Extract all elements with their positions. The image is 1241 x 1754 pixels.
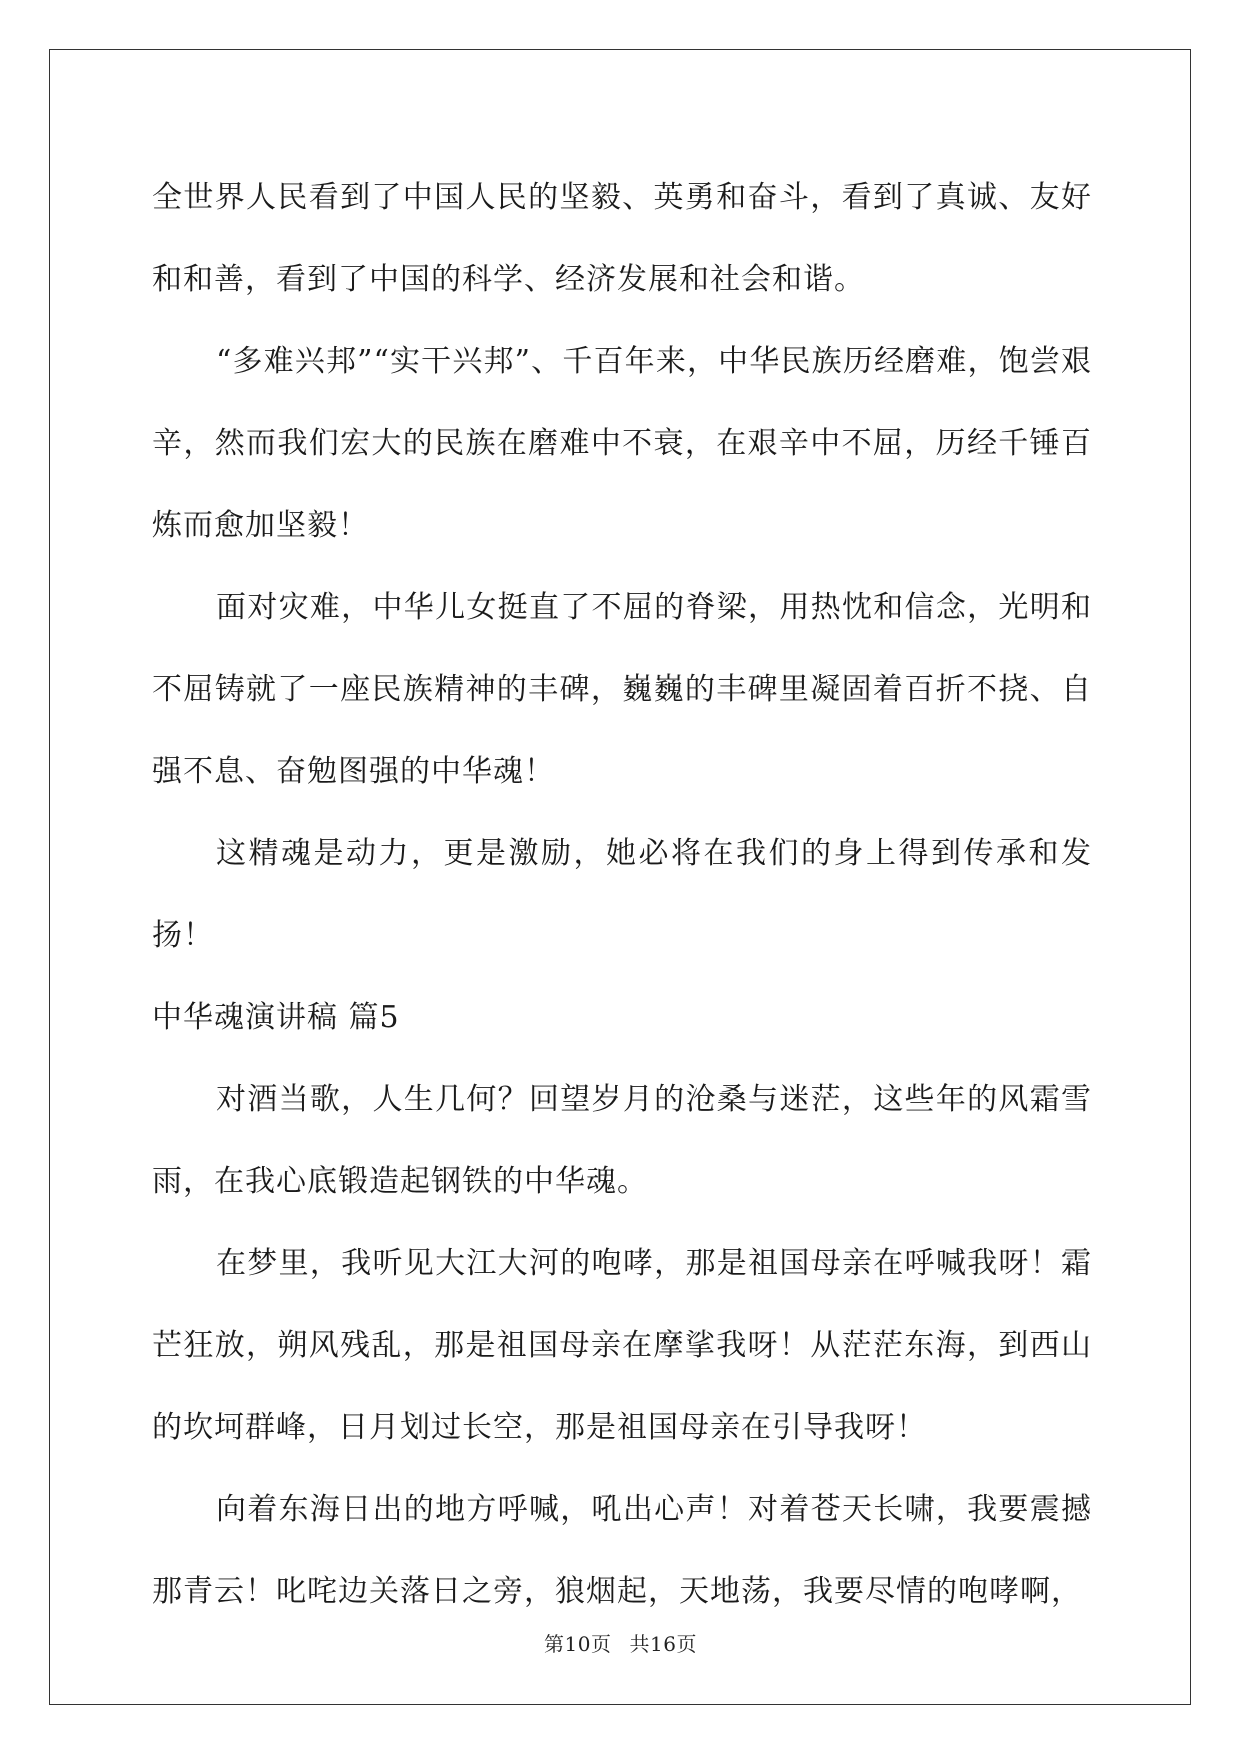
paragraph-3: 面对灾难，中华儿女挺直了不屈的脊梁，用热忱和信念，光明和不屈铸就了一座民族精神的丰碑，巍巍的丰碑里凝固着百折不挠、自强不息、奋勉图强的中华魂！	[152, 590, 1092, 789]
document-body	[152, 157, 1092, 1633]
total-page-count: 共16页	[629, 1632, 697, 1656]
paragraph-7: 向着东海日出的地方呼喊，吼出心声！对着苍天长啸，我要震撼那青云！叱咤边关落日之旁，狼烟起，天地荡，我要尽情的咆哮啊，	[152, 1492, 1092, 1609]
current-page-number: 第10页	[544, 1632, 612, 1656]
paragraph-1: 全世界人民看到了中国人民的坚毅、英勇和奋斗，看到了真诚、友好和和善，看到了中国的科学、经济发展和社会和谐。	[152, 180, 1092, 297]
section-heading: 中华魂演讲稿 篇5	[152, 1000, 400, 1035]
page-footer	[0, 1628, 1241, 1657]
paragraph-6: 在梦里，我听见大江大河的咆哮，那是祖国母亲在呼喊我呀！霜芒狂放，朔风残乱，那是祖国母亲在摩挲我呀！从茫茫东海，到西山的坎坷群峰，日月划过长空，那是祖国母亲在引导我呀！	[152, 1246, 1092, 1445]
paragraph-2: “多难兴邦”“实干兴邦”、千百年来，中华民族历经磨难，饱尝艰辛，然而我们宏大的民族在磨难中不衰，在艰辛中不屈，历经千锤百炼而愈加坚毅！	[152, 344, 1092, 543]
paragraph-4: 这精魂是动力，更是激励，她必将在我们的身上得到传承和发扬！	[152, 836, 1092, 953]
paragraph-5: 对酒当歌，人生几何？回望岁月的沧桑与迷茫，这些年的风霜雪雨，在我心底锻造起钢铁的中华魂。	[152, 1082, 1092, 1199]
